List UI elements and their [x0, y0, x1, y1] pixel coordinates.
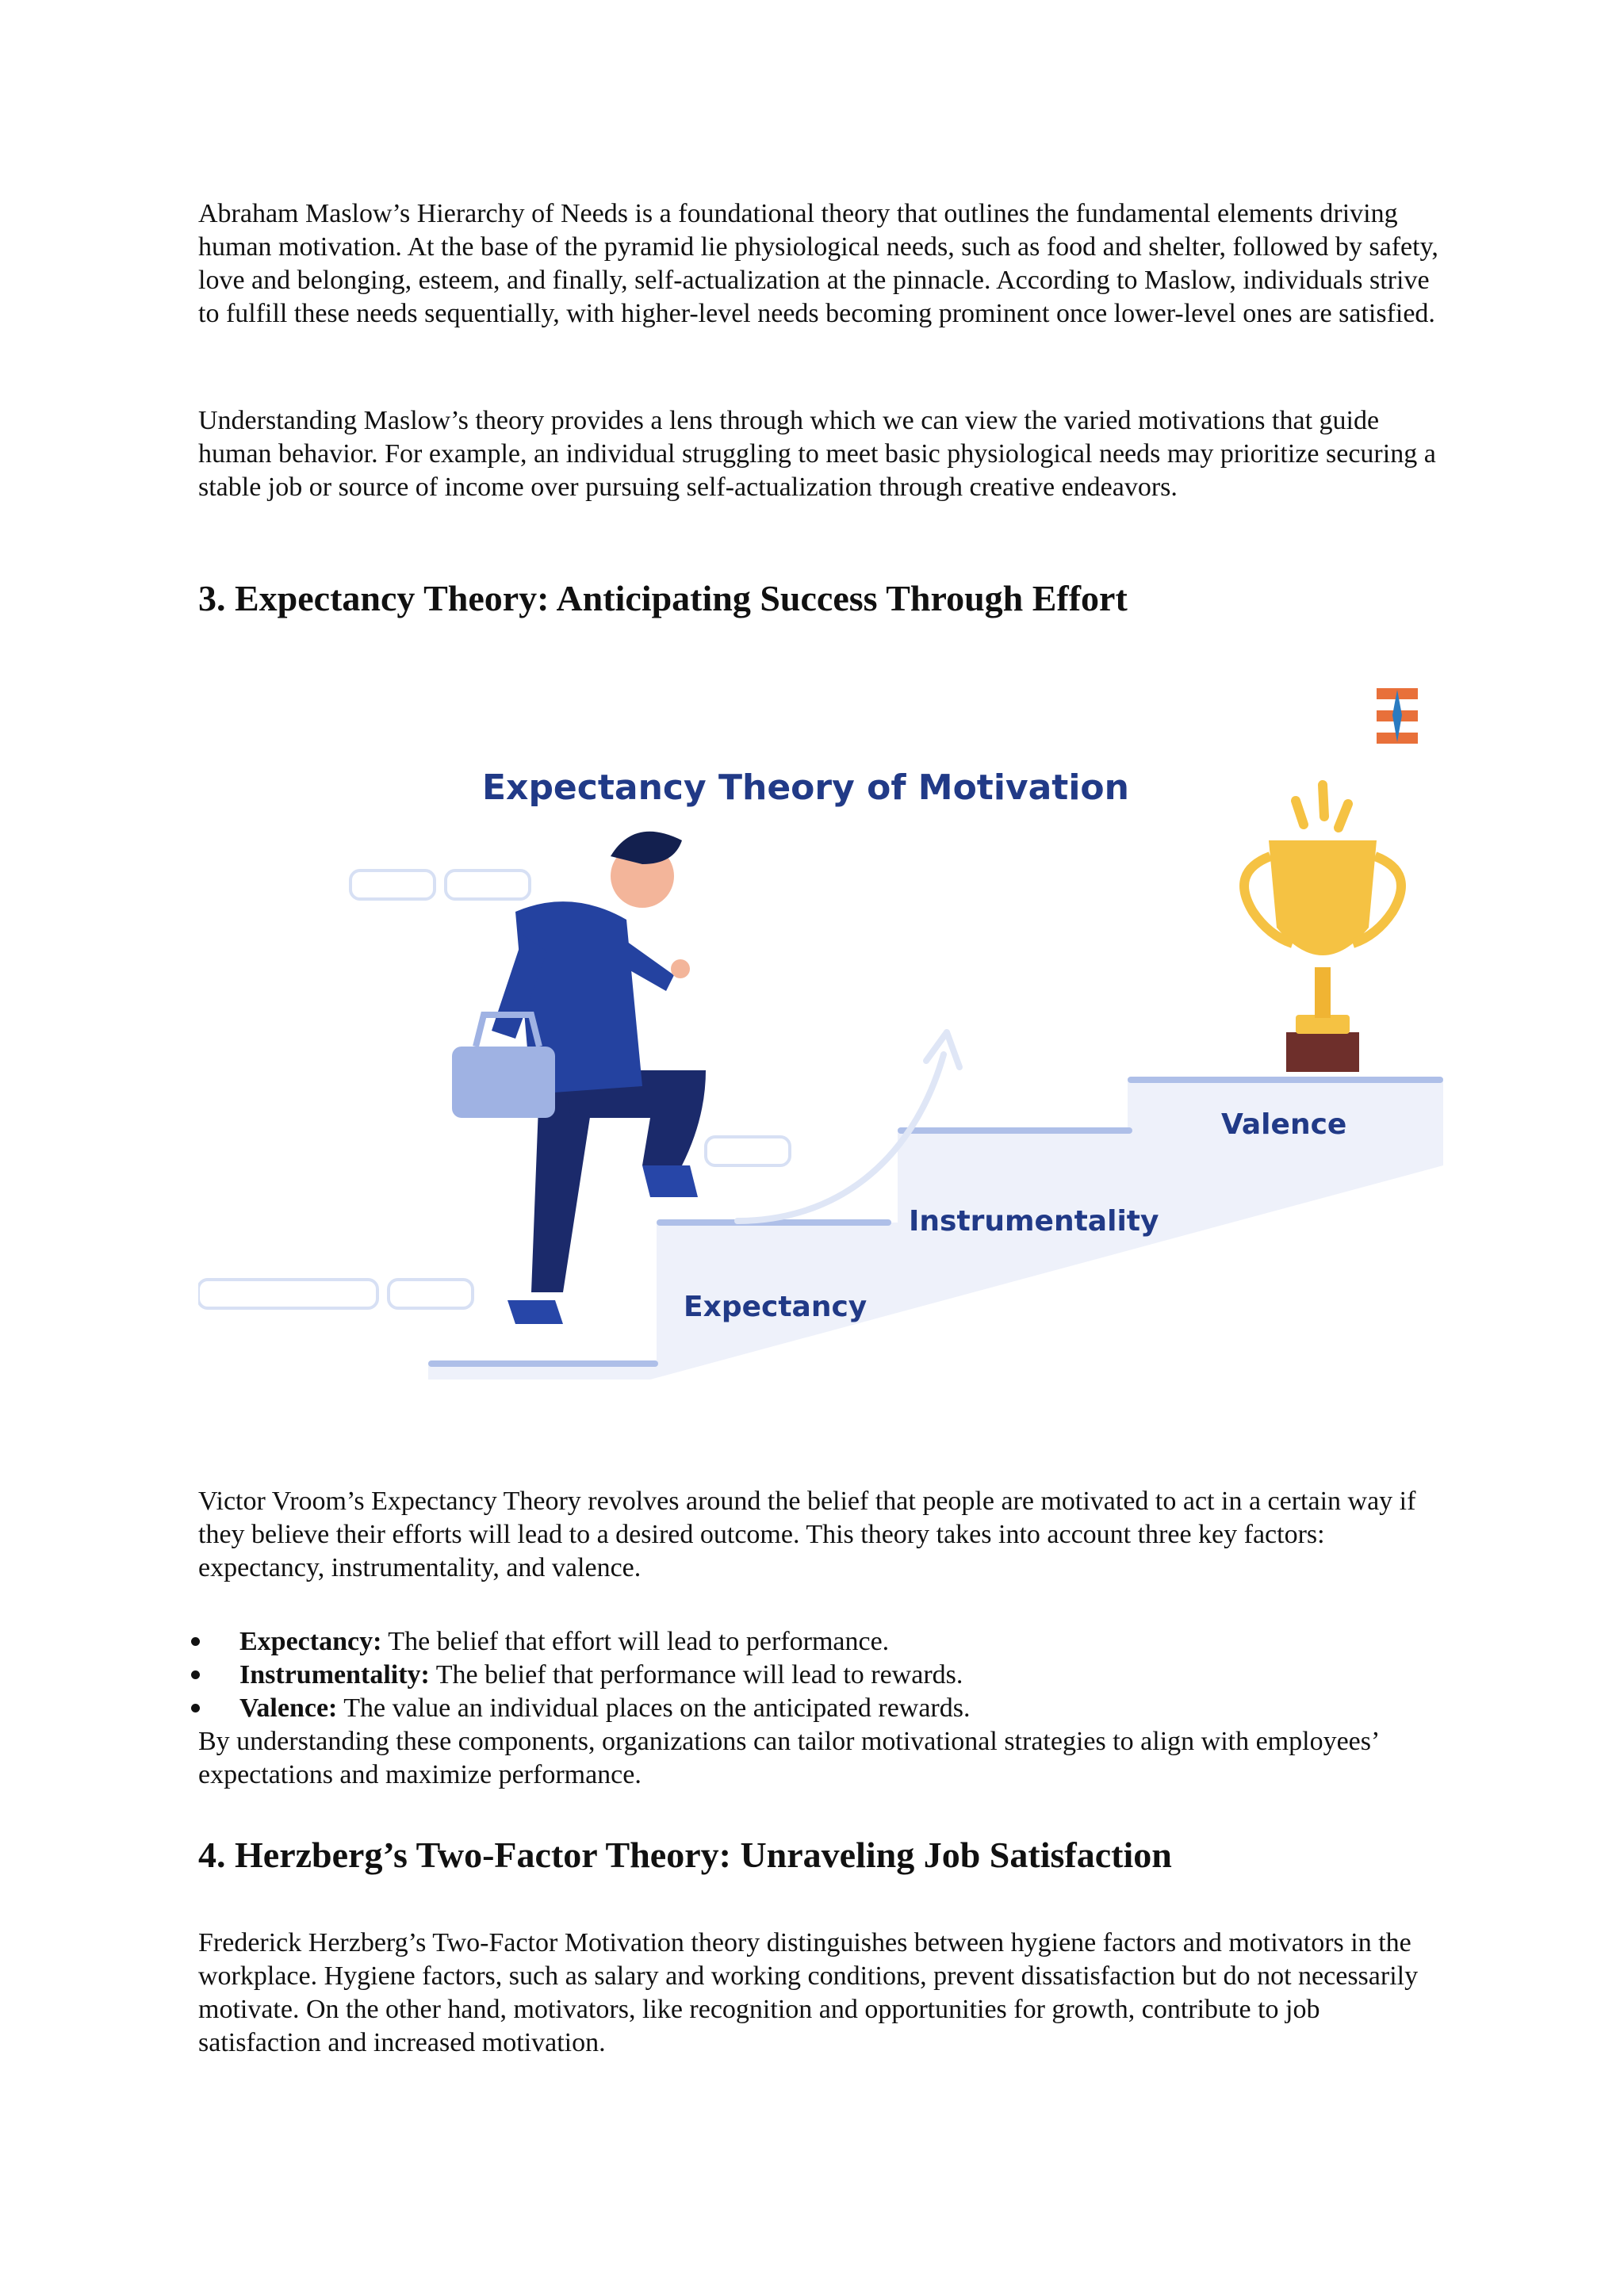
paragraph-maslow: Abraham Maslow’s Hierarchy of Needs is a foundational theory that outlines the fundamental elements driving human motivation. At the base of the pyramid lie physiological needs, such as food and shelter, followed by safety, love and belonging, esteem, and finally, self-actualization at the pinnacle. According to Maslow, individuals strive to fulfill these needs sequentially, with higher-level needs becoming prominent once lower-level ones are satisfied. — [198, 199, 1438, 328]
figure-title: Expectancy Theory of Motivation — [482, 767, 1129, 808]
list-item-text: The belief that effort will lead to performance. — [381, 1627, 890, 1656]
step-label-expectancy: Expectancy — [684, 1291, 868, 1323]
step-label-instrumentality: Instrumentality — [909, 1205, 1159, 1238]
list-item-term: Valence: — [239, 1693, 338, 1723]
list-item-term: Expectancy: — [239, 1627, 382, 1656]
heading-expectancy-theory: 3. Expectancy Theory: Anticipating Success Through Effort — [198, 578, 1128, 618]
trophy-icon — [1244, 785, 1401, 1072]
bullet-icon — [191, 1670, 200, 1679]
list-item — [198, 1625, 1443, 1659]
paragraph-maslow-example: Understanding Maslow’s theory provides a lens through which we can view the varied motivations that guide human behavior. For example, an individual struggling to meet basic physiological needs may prioritize securing a stable job or source of income over pursuing self-actualization through creative endeavors. — [198, 406, 1436, 502]
paragraph-herzberg: Frederick Herzberg’s Two-Factor Motivation theory distinguishes between hygiene factors and motivators in the workplace. Hygiene factors, such as salary and working conditions, prevent dissatisfaction but do not necessarily motivate. On the other hand, motivators, like recognition and opportunities for growth, contribute to job satisfaction and increased motivation. — [198, 1928, 1419, 2057]
list-item — [198, 1692, 1443, 1725]
paragraph-components-summary: By understanding these components, organizations can tailor motivational strategies to align with employees’ expectations and maximize performance. — [198, 1727, 1378, 1789]
step-label-valence: Valence — [1221, 1108, 1347, 1141]
factor-list — [198, 1625, 1443, 1725]
list-item-term: Instrumentality: — [239, 1660, 430, 1689]
paragraph-vroom: Victor Vroom’s Expectancy Theory revolves around the belief that people are motivated to act in a certain way if they believe their efforts will lead to a desired outcome. This theory takes into account three key factors: expectancy, instrumentality, and valence. — [198, 1487, 1416, 1582]
list-item — [198, 1659, 1443, 1692]
heading-herzberg-theory: 4. Herzberg’s Two-Factor Theory: Unraveling Job Satisfaction — [198, 1835, 1172, 1875]
logo-icon — [1377, 688, 1418, 744]
expectancy-theory-figure — [198, 674, 1443, 1387]
bullet-icon — [191, 1637, 200, 1646]
bullet-icon — [191, 1704, 200, 1712]
list-item-text: The belief that performance will lead to rewards. — [429, 1660, 963, 1689]
list-item-text: The value an individual places on the anticipated rewards. — [337, 1693, 971, 1723]
